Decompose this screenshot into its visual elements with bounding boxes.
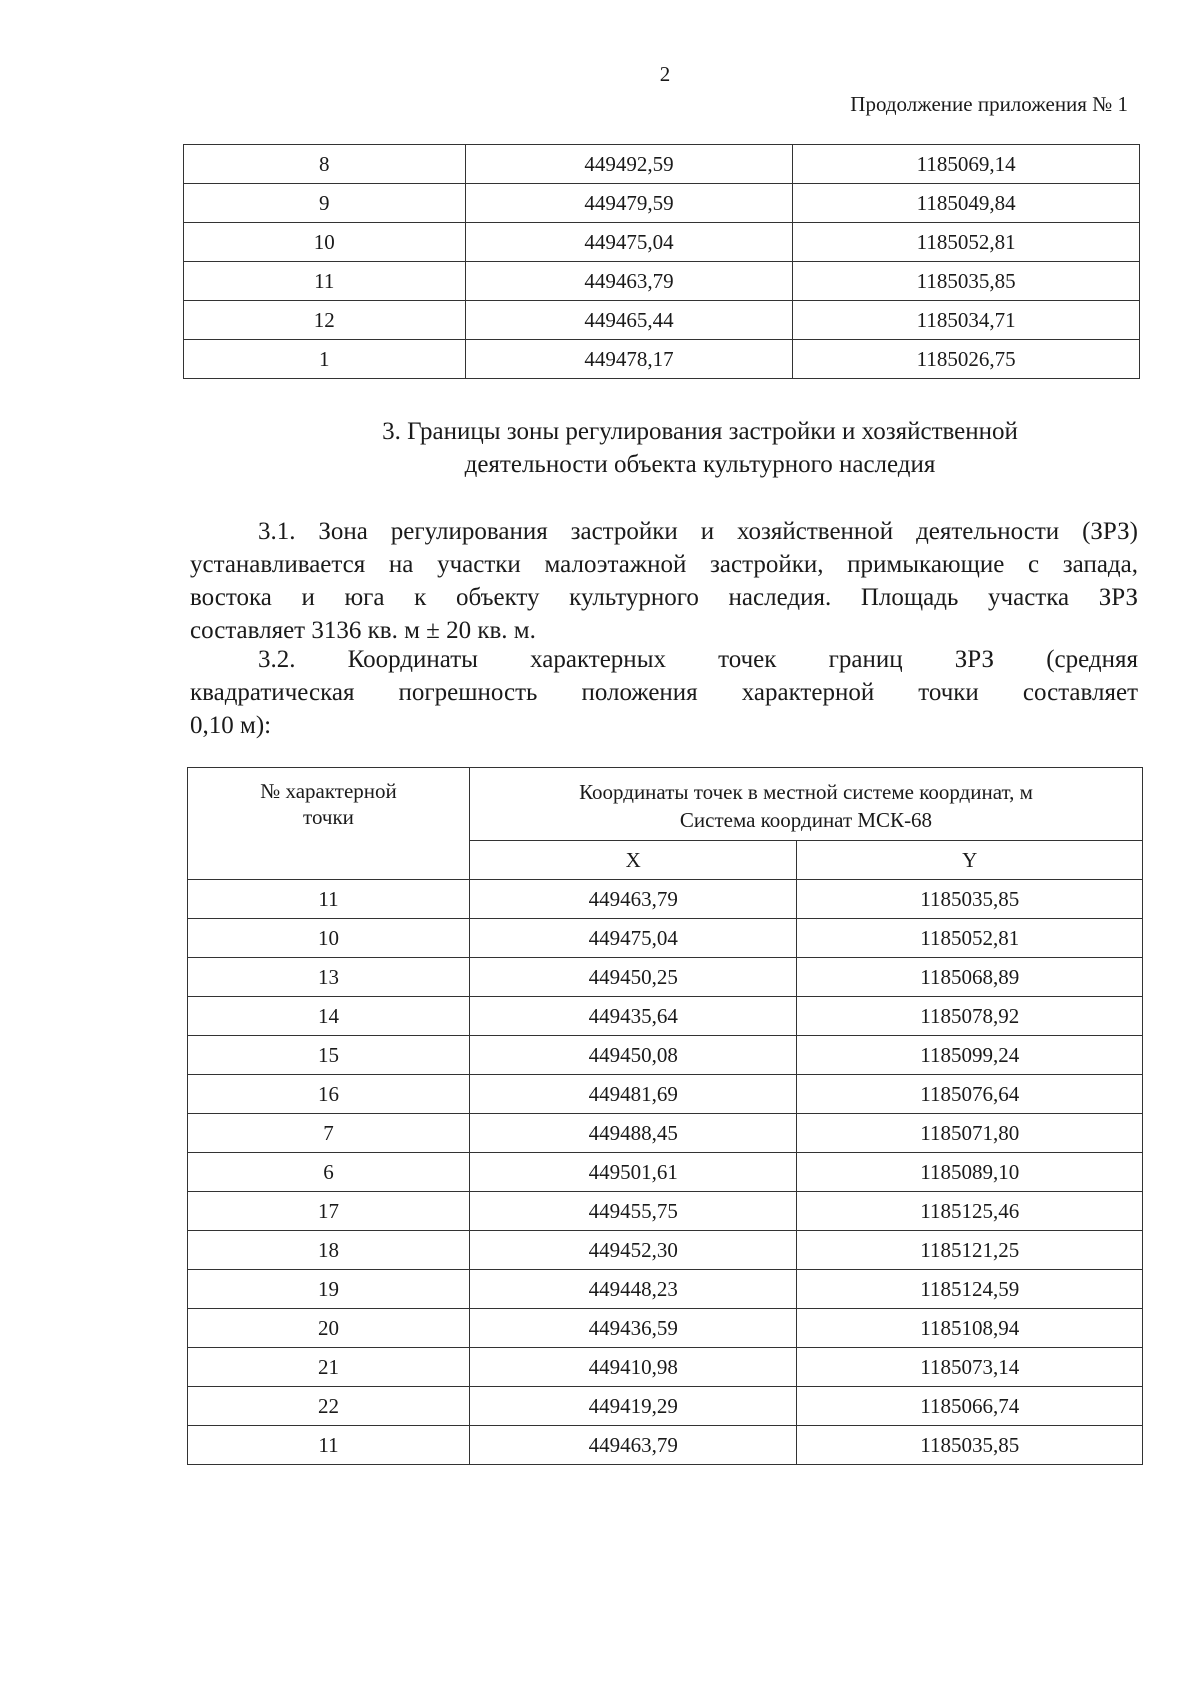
paragraph-line: 0,10 м): [190, 712, 272, 739]
x-coordinate-cell: 449450,08 [469, 1036, 797, 1075]
x-coordinate-cell: 449410,98 [469, 1348, 797, 1387]
y-coordinate-cell: 1185068,89 [797, 958, 1143, 997]
x-coordinate-cell: 449463,79 [465, 262, 793, 301]
header-text: точки [303, 805, 354, 830]
y-coordinate-cell: 1185052,81 [797, 919, 1143, 958]
y-coordinate-cell: 1185026,75 [793, 340, 1140, 379]
point-number-cell: 16 [188, 1075, 470, 1114]
y-coordinate-cell: 1185035,85 [793, 262, 1140, 301]
point-number-cell: 14 [188, 997, 470, 1036]
y-coordinate-cell: 1185076,64 [797, 1075, 1143, 1114]
table-row [184, 145, 1140, 184]
point-number-cell: 12 [184, 301, 466, 340]
x-coordinate-cell: 449479,59 [465, 184, 793, 223]
coordinates-table-continued [183, 144, 1140, 379]
paragraph-3-2 [190, 643, 1138, 742]
x-coordinate-cell: 449488,45 [469, 1114, 797, 1153]
x-coordinate-cell: 449481,69 [469, 1075, 797, 1114]
point-number-cell: 19 [188, 1270, 470, 1309]
section-heading-line: деятельности объекта культурного наследия [464, 451, 936, 478]
y-coordinate-cell: 1185071,80 [797, 1114, 1143, 1153]
y-coordinate-cell: 1185124,59 [797, 1270, 1143, 1309]
continuation-label: Продолжение приложения № 1 [850, 92, 1128, 116]
table-row [184, 223, 1140, 262]
point-number-cell: 7 [188, 1114, 470, 1153]
x-coordinate-cell: 449435,64 [469, 997, 797, 1036]
x-coordinate-cell: 449463,79 [469, 880, 797, 919]
x-coordinate-cell: 449455,75 [469, 1192, 797, 1231]
table-row [188, 1036, 1143, 1075]
header-text: Координаты точек в местной системе координат, м [579, 780, 1033, 804]
page-number: 2 [659, 62, 671, 86]
x-coordinate-cell: 449463,79 [469, 1426, 797, 1465]
table-row [188, 1387, 1143, 1426]
header-text: № характерной [260, 779, 397, 803]
header-point-number [188, 768, 470, 880]
header-x: X [469, 841, 797, 880]
table-row [188, 1075, 1143, 1114]
x-coordinate-cell: 449419,29 [469, 1387, 797, 1426]
y-coordinate-cell: 1185035,85 [797, 880, 1143, 919]
y-coordinate-cell: 1185108,94 [797, 1309, 1143, 1348]
paragraph-line: составляет 3136 кв. м ± 20 кв. м. [190, 617, 536, 644]
table-row [188, 880, 1143, 919]
x-coordinate-cell: 449448,23 [469, 1270, 797, 1309]
point-number-cell: 20 [188, 1309, 470, 1348]
table-row [184, 184, 1140, 223]
paragraph-line: квадратическая погрешность положения характерной точки составляет [190, 679, 1138, 706]
header-y: Y [797, 841, 1143, 880]
y-coordinate-cell: 1185049,84 [793, 184, 1140, 223]
x-coordinate-cell: 449475,04 [469, 919, 797, 958]
point-number-cell: 11 [188, 880, 470, 919]
table-row [188, 1270, 1143, 1309]
table-row [188, 1309, 1143, 1348]
section-heading [300, 415, 1100, 481]
x-coordinate-cell: 449450,25 [469, 958, 797, 997]
x-coordinate-cell: 449452,30 [469, 1231, 797, 1270]
point-number-cell: 15 [188, 1036, 470, 1075]
header-text: Система координат МСК-68 [679, 808, 933, 833]
y-coordinate-cell: 1185073,14 [797, 1348, 1143, 1387]
point-number-cell: 18 [188, 1231, 470, 1270]
zrz-coordinates-table [187, 767, 1143, 1465]
point-number-cell: 10 [188, 919, 470, 958]
table-row [188, 1426, 1143, 1465]
y-coordinate-cell: 1185066,74 [797, 1387, 1143, 1426]
paragraph-line: 3.1. Зона регулирования застройки и хозяйственной деятельности (ЗРЗ) [258, 518, 1138, 545]
table-row [188, 919, 1143, 958]
point-number-cell: 10 [184, 223, 466, 262]
point-number-cell: 9 [184, 184, 466, 223]
paragraph-line: востока и юга к объекту культурного наследия. Площадь участка ЗРЗ [190, 584, 1138, 611]
table-row [188, 997, 1143, 1036]
paragraph-line: устанавливается на участки малоэтажной застройки, примыкающие с запада, [190, 551, 1138, 578]
point-number-cell: 22 [188, 1387, 470, 1426]
x-coordinate-cell: 449478,17 [465, 340, 793, 379]
y-coordinate-cell: 1185078,92 [797, 997, 1143, 1036]
paragraph-line: 3.2. Координаты характерных точек границ ЗРЗ (средняя [258, 646, 1138, 673]
x-coordinate-cell: 449436,59 [469, 1309, 797, 1348]
x-coordinate-cell: 449465,44 [465, 301, 793, 340]
table-row [188, 1231, 1143, 1270]
y-coordinate-cell: 1185034,71 [793, 301, 1140, 340]
y-coordinate-cell: 1185121,25 [797, 1231, 1143, 1270]
y-coordinate-cell: 1185125,46 [797, 1192, 1143, 1231]
table-row [188, 958, 1143, 997]
table-row [184, 301, 1140, 340]
point-number-cell: 1 [184, 340, 466, 379]
table-row [184, 262, 1140, 301]
x-coordinate-cell: 449492,59 [465, 145, 793, 184]
paragraph-3-1 [190, 515, 1138, 647]
y-coordinate-cell: 1185069,14 [793, 145, 1140, 184]
point-number-cell: 13 [188, 958, 470, 997]
header-coordinates [469, 768, 1142, 841]
table-row [188, 1348, 1143, 1387]
point-number-cell: 17 [188, 1192, 470, 1231]
y-coordinate-cell: 1185035,85 [797, 1426, 1143, 1465]
y-coordinate-cell: 1185089,10 [797, 1153, 1143, 1192]
table-row [188, 1192, 1143, 1231]
point-number-cell: 11 [184, 262, 466, 301]
y-coordinate-cell: 1185099,24 [797, 1036, 1143, 1075]
point-number-cell: 21 [188, 1348, 470, 1387]
point-number-cell: 6 [188, 1153, 470, 1192]
table-row [184, 340, 1140, 379]
point-number-cell: 8 [184, 145, 466, 184]
table-row [188, 1114, 1143, 1153]
x-coordinate-cell: 449475,04 [465, 223, 793, 262]
table-row [188, 1153, 1143, 1192]
x-coordinate-cell: 449501,61 [469, 1153, 797, 1192]
section-heading-line: 3. Границы зоны регулирования застройки и хозяйственной [382, 418, 1018, 445]
y-coordinate-cell: 1185052,81 [793, 223, 1140, 262]
point-number-cell: 11 [188, 1426, 470, 1465]
